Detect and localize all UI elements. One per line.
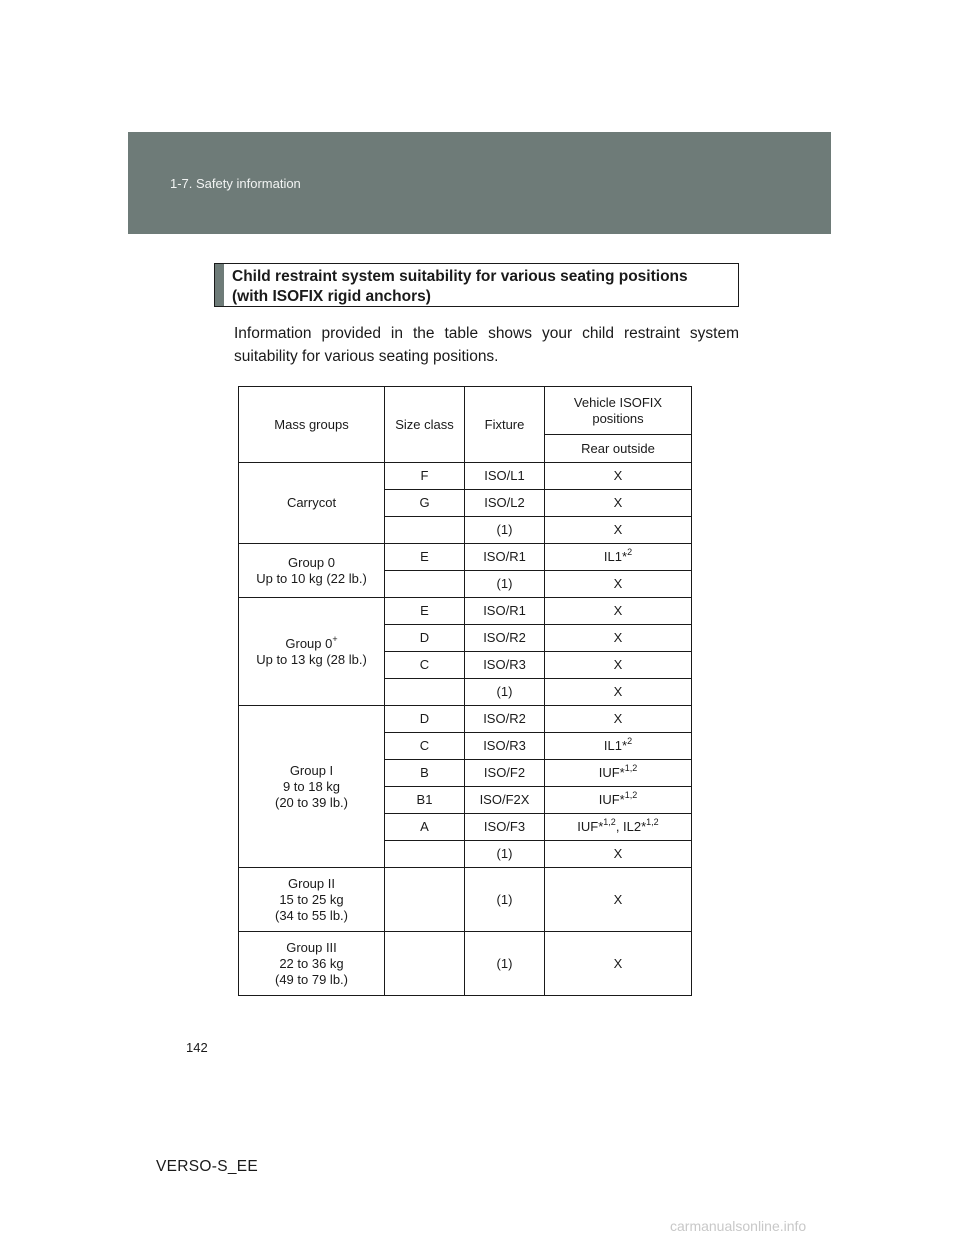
mass-group-text: Up to 10 kg (22 lb.): [256, 570, 367, 586]
fixture-cell: ISO/F2X: [465, 787, 545, 814]
mass-group-line: [243, 779, 380, 795]
table-row: [239, 544, 692, 571]
mass-group-text: Carrycot: [286, 495, 337, 510]
table-row: [239, 463, 692, 490]
suitability-value: X: [613, 657, 623, 672]
mass-group-text: (49 to 79 lb.): [275, 971, 348, 987]
header-vehicle-isofix: Vehicle ISOFIX positions: [545, 387, 692, 435]
size-class-cell: F: [385, 463, 465, 490]
suitability-value: X: [613, 955, 623, 971]
suitability-value: IL1*: [603, 738, 628, 753]
mass-group-line: [243, 940, 380, 956]
suitability-value: X: [613, 522, 623, 537]
rear-outside-cell: [545, 625, 692, 652]
rear-outside-cell: [545, 787, 692, 814]
mass-group-line: [243, 795, 380, 811]
suitability-value-2: , IL2*: [615, 819, 647, 834]
mass-group-line: [243, 908, 380, 924]
mass-group-text: 9 to 18 kg: [282, 778, 341, 794]
table-row: [239, 598, 692, 625]
page-number: 142: [186, 1040, 208, 1055]
mass-group-text: (20 to 39 lb.): [275, 794, 348, 810]
size-class-cell: D: [385, 706, 465, 733]
mass-group-cell: [239, 706, 385, 868]
mass-group-line: [243, 555, 380, 571]
mass-group-line: [243, 495, 380, 511]
suitability-value: IUF*: [598, 765, 625, 780]
suitability-value: X: [613, 603, 623, 618]
mass-group-cell: [239, 463, 385, 544]
fixture-cell: ISO/F2: [465, 760, 545, 787]
rear-outside-cell: [545, 760, 692, 787]
heading-line-2: (with ISOFIX rigid anchors): [232, 288, 431, 305]
header-rear-outside: Rear outside: [545, 435, 692, 463]
fixture-cell: (1): [465, 932, 545, 996]
size-class-cell: [385, 679, 465, 706]
watermark: carmanualsonline.info: [670, 1218, 807, 1234]
document-code: VERSO-S_EE: [156, 1158, 259, 1175]
header-fixture: Fixture: [465, 387, 545, 463]
fixture-cell: ISO/F3: [465, 814, 545, 841]
mass-group-line: [243, 763, 380, 779]
rear-outside-cell: [545, 814, 692, 841]
fixture-cell: (1): [465, 517, 545, 544]
size-class-cell: D: [385, 625, 465, 652]
rear-outside-cell: [545, 544, 692, 571]
header-mass-groups: Mass groups: [239, 387, 385, 463]
rear-outside-cell: [545, 571, 692, 598]
mass-group-line: [243, 972, 380, 988]
mass-group-text: Group 0: [285, 635, 333, 651]
suitability-value: IL1*: [603, 549, 628, 564]
note-superscript: 1,2: [603, 817, 616, 827]
size-class-cell: E: [385, 598, 465, 625]
mass-group-line: [243, 956, 380, 972]
size-class-cell: C: [385, 652, 465, 679]
section-title: 1-7. Safety information: [170, 176, 301, 191]
heading-accent-bar: [215, 264, 224, 306]
section-heading: [232, 267, 732, 307]
fixture-cell: (1): [465, 679, 545, 706]
suitability-value: X: [613, 468, 623, 483]
mass-group-text: Group III: [286, 939, 337, 955]
suitability-value: X: [613, 846, 623, 861]
suitability-value: X: [613, 495, 623, 510]
rear-outside-cell: [545, 706, 692, 733]
header-band: [128, 132, 831, 234]
rear-outside-cell: [545, 841, 692, 868]
suitability-value: X: [613, 891, 623, 907]
mass-group-cell: [239, 868, 385, 932]
size-class-cell: B: [385, 760, 465, 787]
size-class-cell: C: [385, 733, 465, 760]
size-class-cell: [385, 932, 465, 996]
note-superscript: 1,2: [624, 763, 638, 773]
section-heading-box: [214, 263, 739, 307]
fixture-cell: ISO/L2: [465, 490, 545, 517]
suitability-value: IUF*: [577, 819, 604, 834]
mass-group-cell: [239, 932, 385, 996]
mass-group-superscript: +: [332, 633, 338, 644]
mass-group-text: 22 to 36 kg: [279, 955, 344, 971]
note-superscript-2: 1,2: [646, 817, 659, 827]
mass-group-line: [243, 571, 380, 587]
intro-paragraph: Information provided in the table shows your child restraint system suitability for various seating positions.: [234, 325, 739, 365]
mass-group-cell: [239, 544, 385, 598]
mass-group-text: Group 0: [288, 554, 335, 570]
header-size-class: Size class: [385, 387, 465, 463]
table-row: [239, 706, 692, 733]
rear-outside-cell: [545, 463, 692, 490]
rear-outside-cell: [545, 598, 692, 625]
note-superscript: 1,2: [624, 790, 638, 800]
size-class-cell: [385, 571, 465, 598]
suitability-value: X: [613, 630, 623, 645]
mass-group-cell: [239, 598, 385, 706]
rear-outside-cell: [545, 679, 692, 706]
table-row: [239, 868, 692, 932]
mass-group-text: Group I: [289, 762, 334, 778]
rear-outside-cell: [545, 932, 692, 996]
suitability-value: X: [613, 711, 623, 726]
size-class-cell: [385, 868, 465, 932]
mass-group-line: [243, 892, 380, 908]
rear-outside-cell: [545, 517, 692, 544]
note-superscript: 2: [627, 547, 633, 557]
suitability-value: IUF*: [598, 792, 625, 807]
suitability-table: [238, 386, 692, 996]
suitability-value: X: [613, 684, 623, 699]
mass-group-text: Up to 13 kg (28 lb.): [256, 651, 367, 667]
rear-outside-cell: [545, 733, 692, 760]
mass-group-line: [243, 652, 380, 668]
size-class-cell: A: [385, 814, 465, 841]
fixture-cell: ISO/R2: [465, 706, 545, 733]
suitability-value: X: [613, 576, 623, 591]
heading-line-1: Child restraint system suitability for various seating positions: [232, 268, 688, 285]
fixture-cell: ISO/L1: [465, 463, 545, 490]
size-class-cell: E: [385, 544, 465, 571]
mass-group-text: 15 to 25 kg: [279, 891, 344, 907]
size-class-cell: [385, 517, 465, 544]
table-row: [239, 932, 692, 996]
mass-group-line: [243, 633, 380, 652]
size-class-cell: B1: [385, 787, 465, 814]
size-class-cell: [385, 841, 465, 868]
fixture-cell: (1): [465, 868, 545, 932]
mass-group-text: Group II: [288, 875, 335, 891]
fixture-cell: (1): [465, 571, 545, 598]
fixture-cell: ISO/R3: [465, 733, 545, 760]
fixture-cell: ISO/R3: [465, 652, 545, 679]
fixture-cell: ISO/R2: [465, 625, 545, 652]
fixture-cell: (1): [465, 841, 545, 868]
mass-group-text: (34 to 55 lb.): [275, 907, 348, 923]
rear-outside-cell: [545, 868, 692, 932]
fixture-cell: ISO/R1: [465, 544, 545, 571]
fixture-cell: ISO/R1: [465, 598, 545, 625]
note-superscript: 2: [627, 736, 633, 746]
mass-group-line: [243, 876, 380, 892]
table-header-row: [239, 387, 692, 435]
rear-outside-cell: [545, 490, 692, 517]
rear-outside-cell: [545, 652, 692, 679]
size-class-cell: G: [385, 490, 465, 517]
